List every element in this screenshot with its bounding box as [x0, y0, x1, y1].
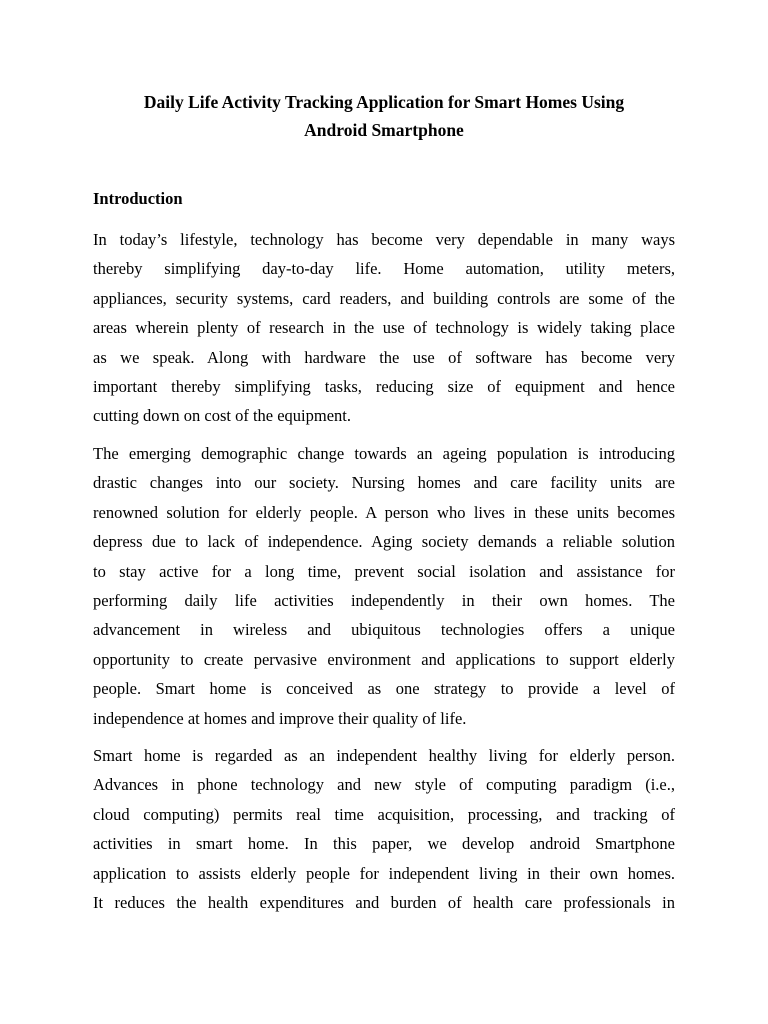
- paragraph-1: [93, 225, 675, 431]
- text-line: advancement in wireless and ubiquitous technologies offers a unique: [93, 620, 675, 640]
- text-line: appliances, security systems, card readers, and building controls are some of the: [93, 288, 675, 308]
- text-line: independence at homes and improve their quality of life.: [93, 708, 467, 728]
- text-line: drastic changes into our society. Nursing homes and care facility units are: [93, 473, 675, 493]
- text-line: to stay active for a long time, prevent social isolation and assistance for: [93, 561, 675, 581]
- text-line: Advances in phone technology and new style of computing paradigm (i.e.,: [93, 775, 675, 795]
- text-line: important thereby simplifying tasks, reducing size of equipment and hence: [93, 377, 675, 397]
- text-line: opportunity to create pervasive environment and applications to support elderly: [93, 649, 675, 669]
- text-line: depress due to lack of independence. Aging society demands a reliable solution: [93, 532, 675, 552]
- text-line: cloud computing) permits real time acquisition, processing, and tracking of: [93, 804, 675, 824]
- section-heading: Introduction: [93, 189, 183, 208]
- text-line: people. Smart home is conceived as one strategy to provide a level of: [93, 679, 675, 699]
- text-line: performing daily life activities independently in their own homes. The: [93, 591, 675, 611]
- title-line: Android Smartphone: [304, 120, 464, 140]
- text-line: The emerging demographic change towards an ageing population is introducing: [93, 444, 675, 463]
- text-line: In today’s lifestyle, technology has become very dependable in many ways: [93, 230, 675, 249]
- paragraph-3: [93, 741, 675, 917]
- document-title: [60, 88, 708, 144]
- paragraph-2: [93, 439, 675, 733]
- text-line: areas wherein plenty of research in the use of technology is widely taking place: [93, 318, 675, 338]
- text-line: cutting down on cost of the equipment.: [93, 406, 351, 426]
- text-line: as we speak. Along with hardware the use of software has become very: [93, 347, 675, 367]
- text-line: It reduces the health expenditures and burden of health care professionals in: [93, 893, 675, 913]
- text-line: Smart home is regarded as an independent healthy living for elderly person.: [93, 746, 675, 765]
- text-line: application to assists elderly people for independent living in their own homes.: [93, 863, 675, 883]
- title-line: Daily Life Activity Tracking Application for Smart Homes Using: [143, 92, 625, 112]
- text-line: activities in smart home. In this paper, we develop android Smartphone: [93, 834, 675, 854]
- text-line: thereby simplifying day-to-day life. Home automation, utility meters,: [93, 259, 675, 279]
- text-line: renowned solution for elderly people. A person who lives in these units becomes: [93, 502, 675, 522]
